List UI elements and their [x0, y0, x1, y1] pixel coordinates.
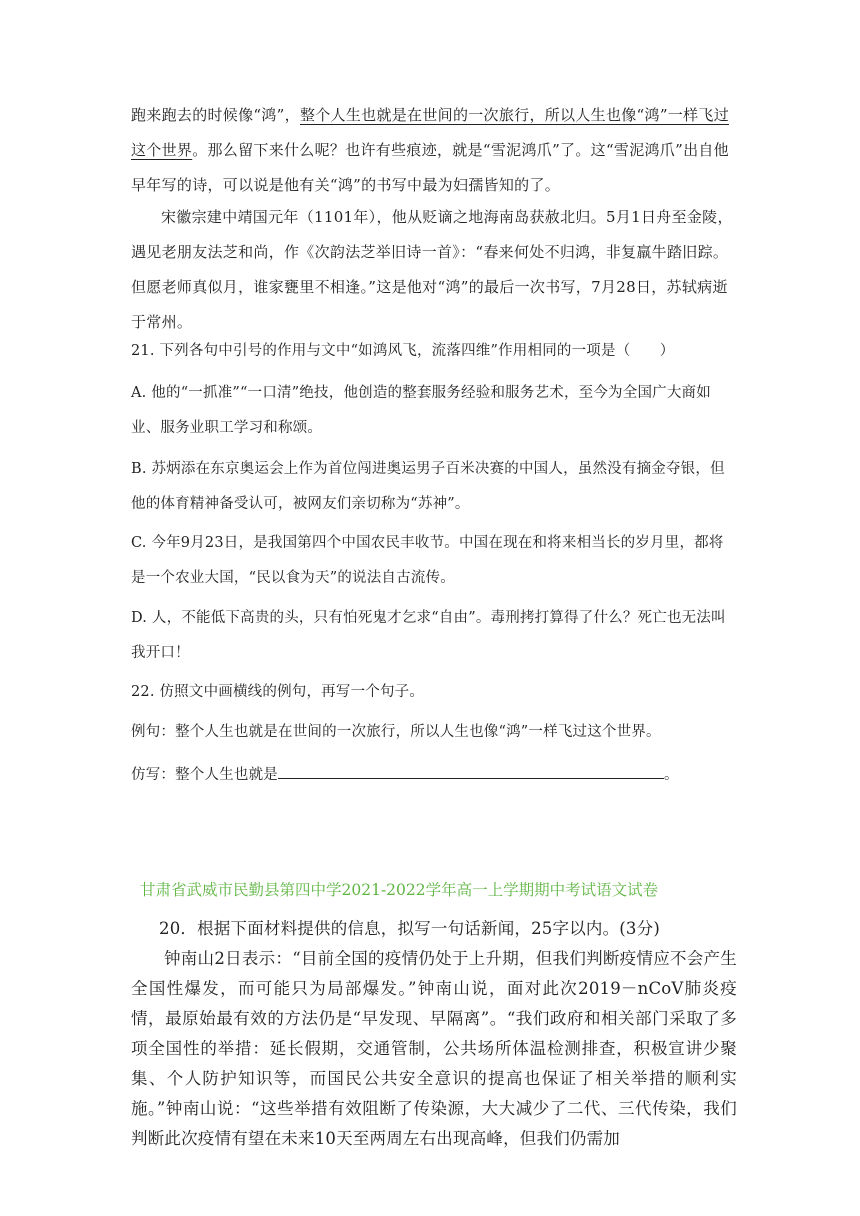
question-21-option-a: A. 他的“一抓准”“一口清”绝技，他创造的整套服务经验和服务艺术，至今为全国广大商如业、服务业职工学习和称颂。: [131, 385, 711, 436]
question-20-stem: 20．根据下面材料提供的信息，拟写一句话新闻，25字以内。(3分): [159, 919, 660, 938]
passage-text: 。那么留下来什么呢？也许有些痕迹，就是“雪泥鸿爪”了。这“雪泥鸿爪”出自他早年写的诗，可以说是他有关“鸿”的书写中最为妇孺皆知的了。: [131, 141, 729, 194]
underlined-example-sentence: 整个人生也就是在世间的一次旅行，所以人生也像“鸿”一样飞过这个世界: [131, 106, 729, 159]
passage-paragraph-1: [131, 98, 735, 203]
question-22-stem: 22. 仿照文中画横线的例句，再写一个句子。: [131, 684, 425, 700]
passage-text: 跑来跑去的时候像“鸿”，: [131, 106, 300, 124]
source-title: 甘肃省武威市民勤县第四中学2021-2022学年高一上学期期中考试语文试卷: [140, 881, 659, 899]
question-21-option-d: D. 人，不能低下高贵的头，只有怕死鬼才乞求“自由”。毒刑拷打算得了什么？死亡也无法叫我开口！: [131, 610, 726, 661]
question-22-imitate: [131, 758, 735, 793]
question-20-material: 钟南山2日表示：“目前全国的疫情仍处于上升期，但我们判断疫情应不会产生全国性爆发，而可能只为局部爆发。”钟南山说，面对此次2019－nCoV肺炎疫情，最原始最有效的方法仍是“早发现、早隔离”。“我们政府和相关部门采取了多项全国性的举措：延长假期，交通管制，公共场所体温检测排查，积极宣讲少聚集、个人防护知识等，而国民公共安全意识的提高也保证了相关举措的顺利实施。”钟南山说：“这些举措有效阻断了传染源，大大减少了二代、三代传染，我们判断此次疫情有望在未来10天至两周左右出现高峰，但我们仍需加: [131, 949, 737, 1148]
answer-blank-line[interactable]: [278, 760, 664, 779]
question-21-option-c: C. 今年9月23日，是我国第四个中国农民丰收节。中国在现在和将来相当长的岁月里，都将是一个农业大国，“民以食为天”的说法自古流传。: [131, 535, 724, 586]
passage-paragraph-2: 宋徽宗建中靖国元年（1101年），他从贬谪之地海南岛获赦北归。5月1日舟至金陵，遇见老朋友法芝和尚，作《次韵法芝举旧诗一首》：“春来何处不归鸿，非复羸牛踏旧踪。但愿老师真似月，谁家甕里不相逢。”这是他对“鸿”的最后一次书写，7月28日，苏轼病逝于常州。: [131, 208, 733, 331]
imitate-prefix: 仿写：整个人生也就是: [131, 767, 278, 783]
question-22-example: 例句：整个人生也就是在世间的一次旅行，所以人生也像“鸿”一样飞过这个世界。: [131, 724, 661, 740]
question-21-option-b: B. 苏炳添在东京奥运会上作为首位闯进奥运男子百米决赛的中国人，虽然没有摘金夺银，但他的体育精神备受认可，被网友们亲切称为“苏神”。: [131, 461, 725, 512]
imitate-suffix: 。: [664, 767, 679, 783]
question-21-stem: 21. 下列各句中引号的作用与文中“如鸿风飞，流落四维”作用相同的一项是（ ）: [131, 343, 675, 359]
